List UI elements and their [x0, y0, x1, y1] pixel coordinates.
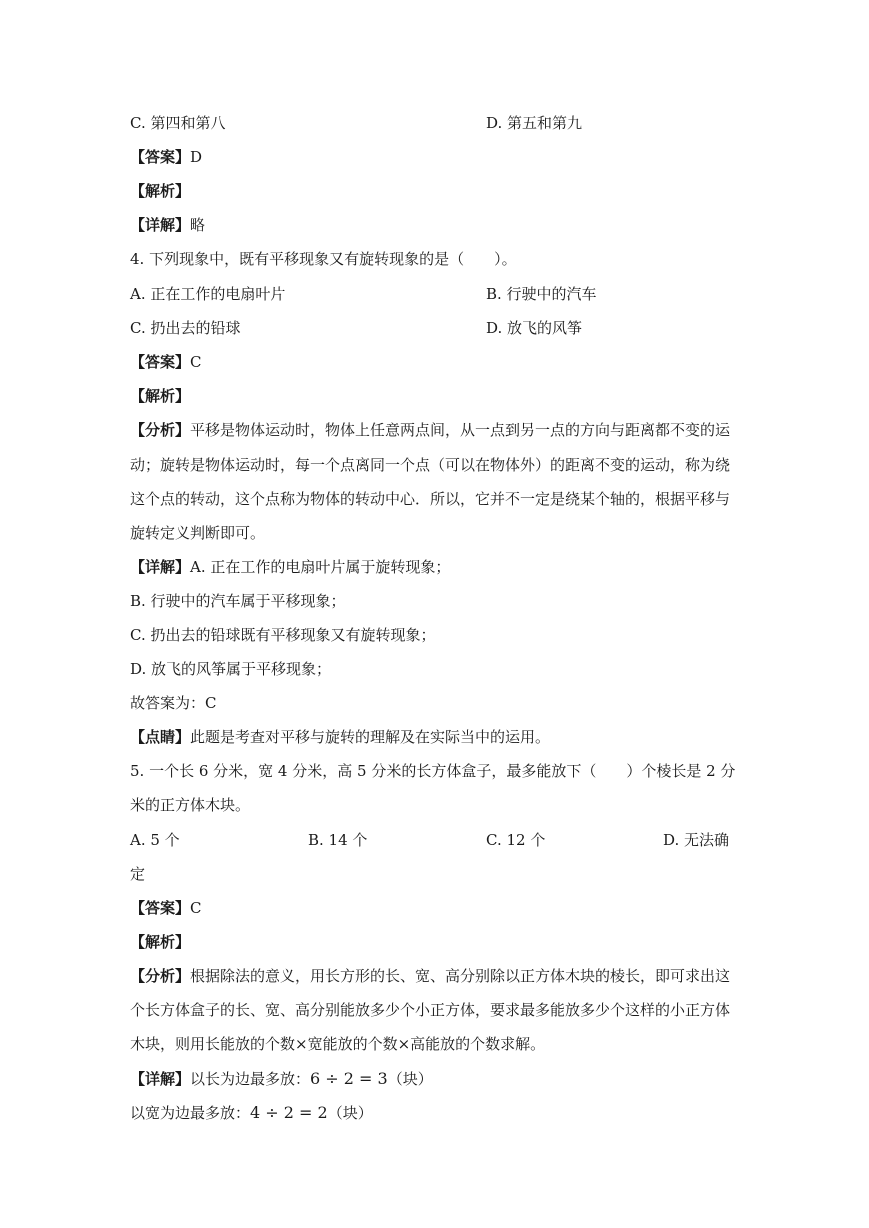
q4-answer-line [130, 352, 202, 372]
detail-tag: 【详解】 [130, 1070, 191, 1088]
answer-tag: 【答案】 [130, 353, 191, 371]
q5-option-d: D. 无法确 [663, 831, 730, 849]
q5-fenxi-line-2: 个长方体盒子的长、宽、高分别能放多少个小正方体，要求最多能放多少个这样的小正方体 [130, 1001, 731, 1019]
detail-text: 以长为边最多放： [190, 1070, 311, 1088]
answer-value: C [190, 353, 202, 371]
q4-fenxi-line-1 [130, 420, 730, 440]
answer-value: C [190, 899, 202, 917]
q3-answer-line [130, 147, 202, 167]
q5-analysis-tag: 【解析】 [130, 933, 191, 951]
q4-dianjing-line [130, 727, 550, 747]
detail-text: A. 正在工作的电扇叶片属于旋转现象； [190, 558, 451, 576]
fenxi-tag: 【分析】 [130, 421, 191, 439]
unit-text: （块） [327, 1104, 373, 1122]
q3-option-d: D. 第五和第九 [486, 114, 583, 132]
q4-stem: 4. 下列现象中，既有平移现象又有旋转现象的是（ ）。 [130, 250, 517, 268]
fenxi-text: 根据除法的意义，用长方形的长、宽、高分别除以正方体木块的棱长，即可求出这 [190, 967, 731, 985]
q4-fenxi-line-2: 动；旋转是物体运动时，每一个点离同一个点（可以在物体外）的距离不变的运动，称为绕 [130, 456, 731, 474]
detail-tag: 【详解】 [130, 216, 191, 234]
math-expression: 6 ÷ 2 = 3 [310, 1069, 388, 1088]
answer-value: D [190, 148, 203, 166]
unit-text: （块） [387, 1070, 433, 1088]
dianjing-tag: 【点睛】 [130, 728, 191, 746]
fenxi-tag: 【分析】 [130, 967, 191, 985]
q5-option-b: B. 14 个 [308, 831, 368, 849]
q5-detail-line-1 [130, 1069, 433, 1089]
q4-option-c: C. 扔出去的铅球 [130, 319, 241, 337]
q4-option-b: B. 行驶中的汽车 [486, 285, 597, 303]
q4-detail-line-2: B. 行驶中的汽车属于平移现象； [130, 592, 346, 610]
q4-fenxi-line-4: 旋转定义判断即可。 [130, 524, 266, 542]
detail-text: 以宽为边最多放： [130, 1104, 251, 1122]
answer-tag: 【答案】 [130, 148, 191, 166]
q5-stem-line-1: 5. 一个长 6 分米，宽 4 分米，高 5 分米的长方体盒子，最多能放下（ ）个棱长是 2 分 [130, 762, 736, 780]
q4-detail-line-1 [130, 557, 450, 577]
q5-option-c: C. 12 个 [486, 831, 546, 849]
q4-fenxi-line-3: 这个点的转动，这个点称为物体的转动中心．所以，它并不一定是绕某个轴的，根据平移与 [130, 490, 731, 508]
q3-option-c: C. 第四和第八 [130, 114, 226, 132]
detail-text: 略 [190, 216, 206, 234]
q4-detail-line-3: C. 扔出去的铅球既有平移现象又有旋转现象； [130, 626, 436, 644]
q5-fenxi-line-3: 木块，则用长能放的个数×宽能放的个数×高能放的个数求解。 [130, 1035, 546, 1053]
q5-detail-line-2 [130, 1103, 373, 1123]
q5-fenxi-line-1 [130, 966, 730, 986]
q5-stem-line-2: 米的正方体木块。 [130, 796, 251, 814]
q4-detail-line-4: D. 放飞的风筝属于平移现象； [130, 660, 332, 678]
q4-option-a: A. 正在工作的电扇叶片 [130, 285, 286, 303]
q3-analysis-tag: 【解析】 [130, 182, 191, 200]
math-expression: 4 ÷ 2 = 2 [250, 1103, 328, 1122]
q4-analysis-tag: 【解析】 [130, 387, 191, 405]
answer-tag: 【答案】 [130, 899, 191, 917]
q4-conclusion: 故答案为：C [130, 694, 217, 712]
fenxi-text: 平移是物体运动时，物体上任意两点间，从一点到另一点的方向与距离都不变的运 [190, 421, 731, 439]
q5-answer-line [130, 898, 202, 918]
q4-option-d: D. 放飞的风筝 [486, 319, 583, 337]
dianjing-text: 此题是考查对平移与旋转的理解及在实际当中的运用。 [190, 728, 551, 746]
q5-option-d-continued: 定 [130, 865, 146, 883]
detail-tag: 【详解】 [130, 558, 191, 576]
q3-detail-line [130, 215, 205, 235]
q5-option-a: A. 5 个 [130, 831, 180, 849]
